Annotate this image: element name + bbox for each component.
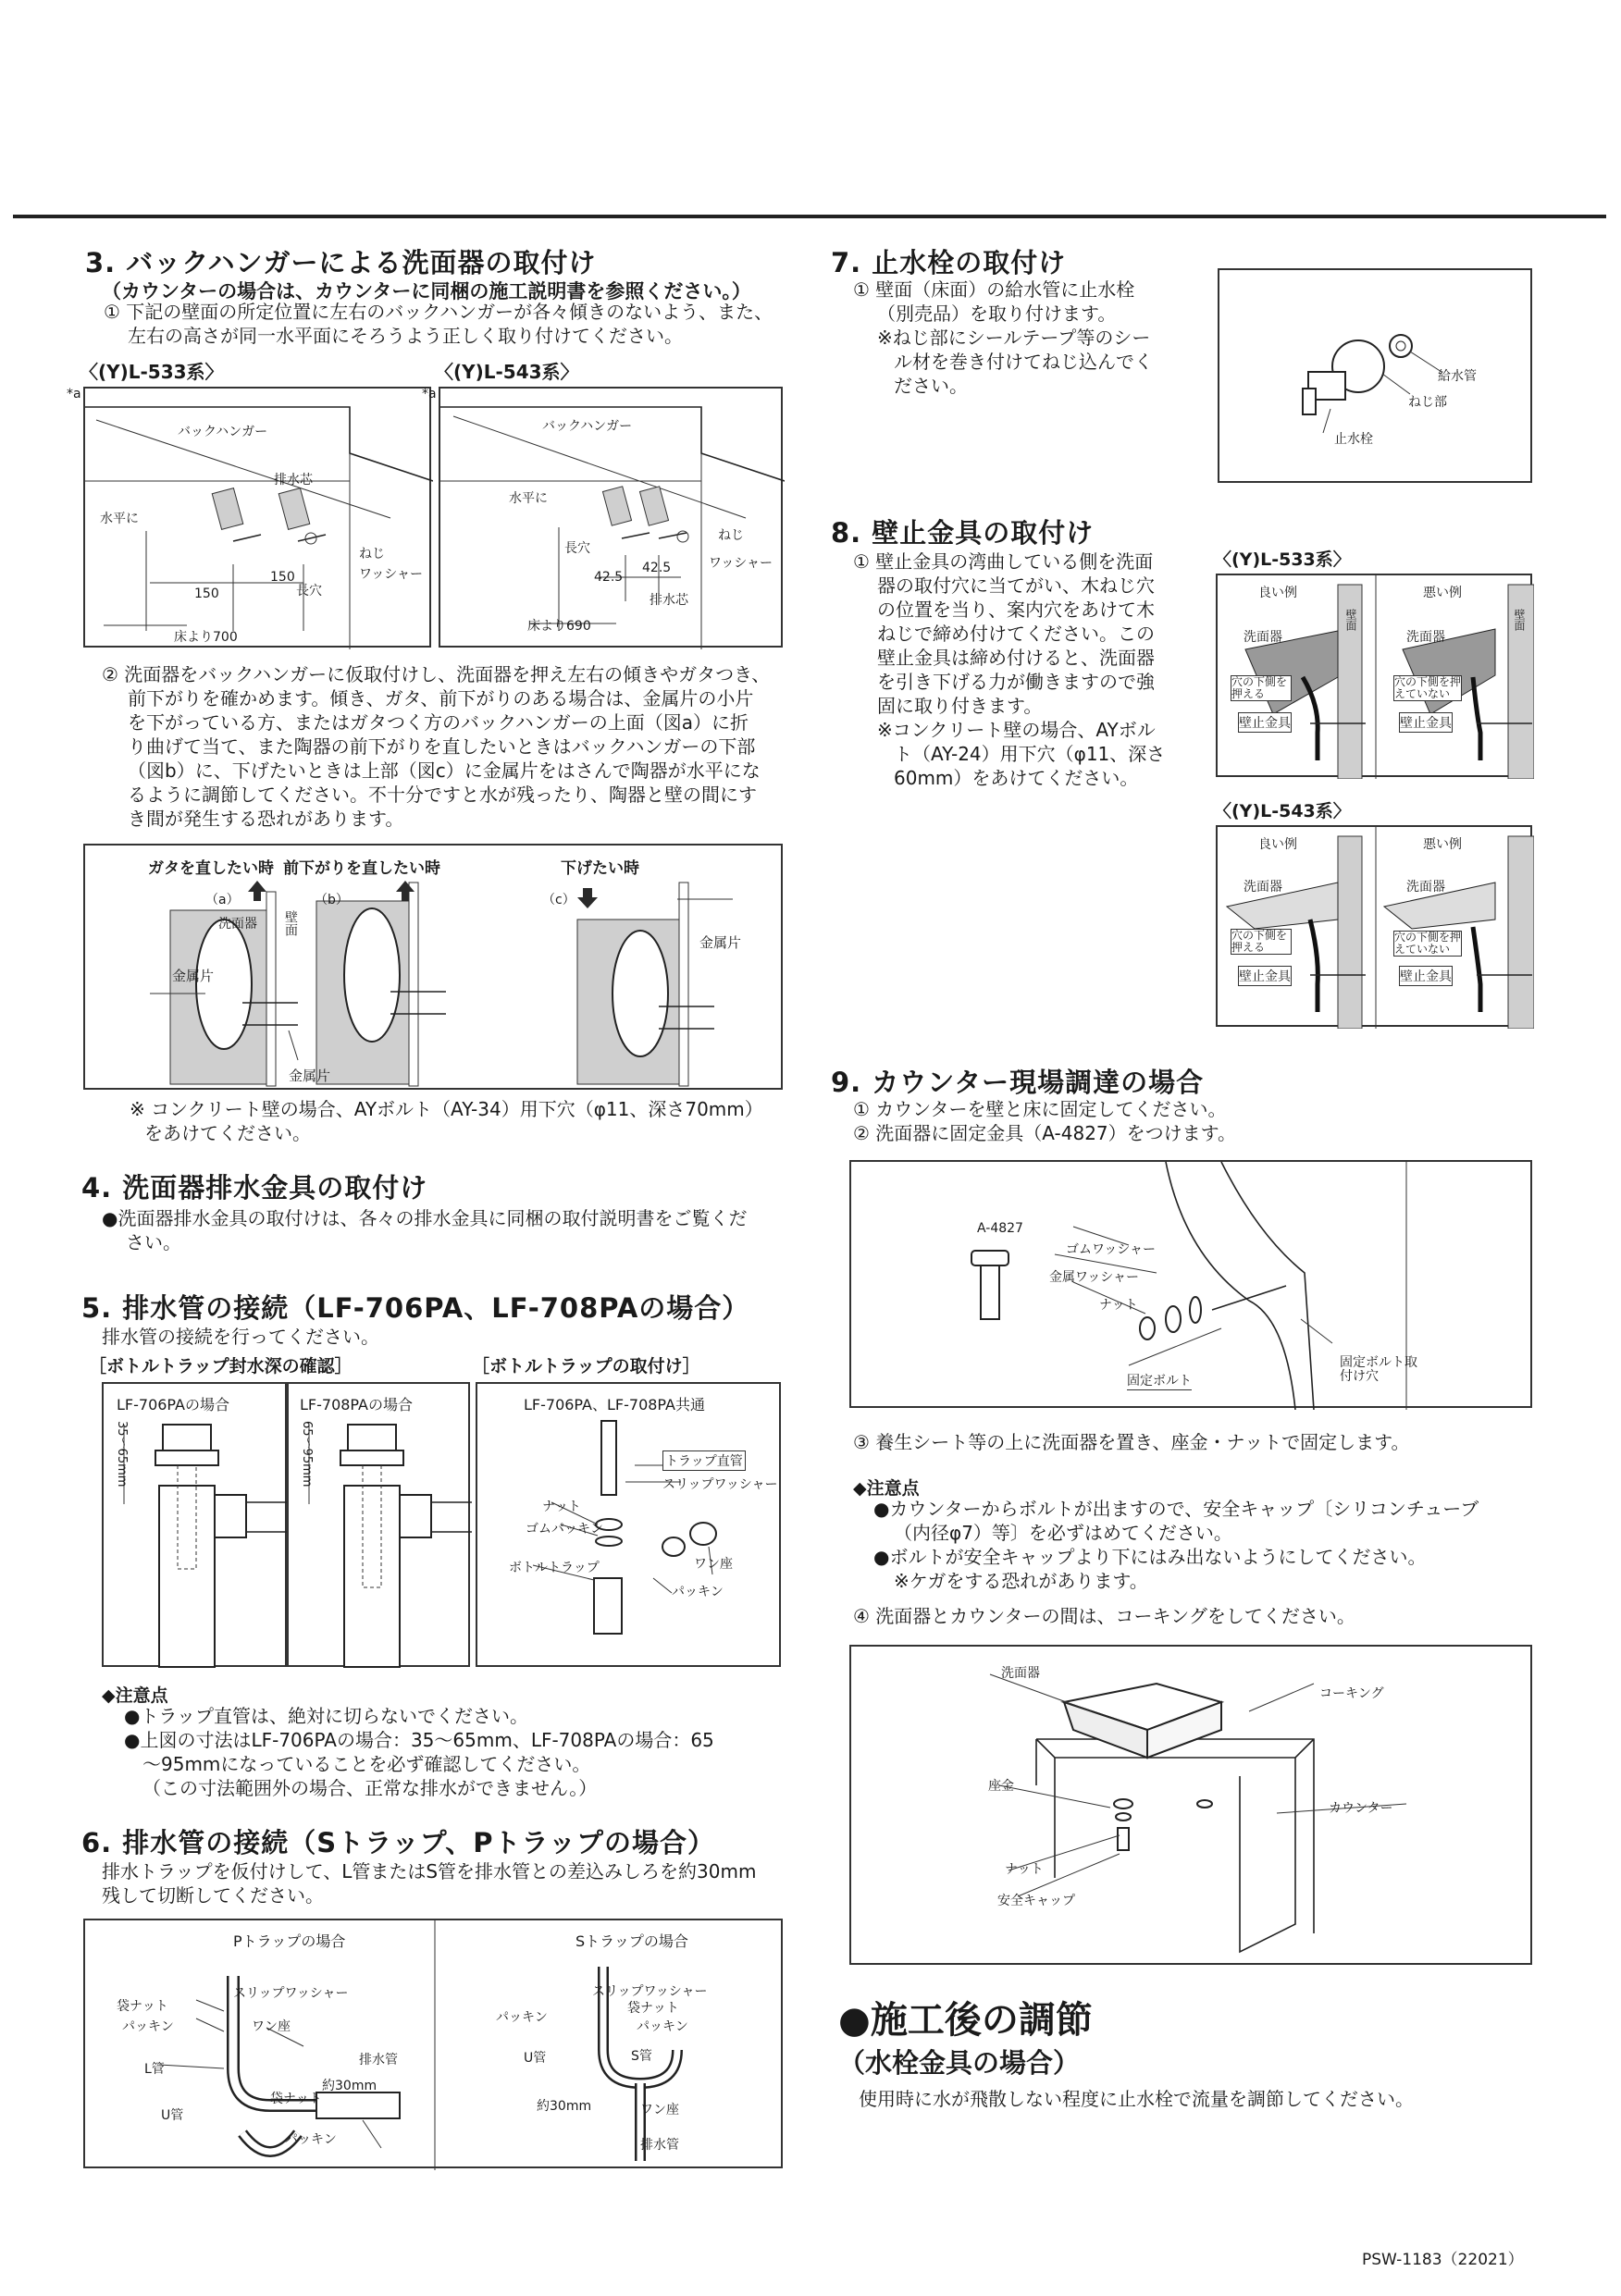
s8-line0: ① 壁止金具の湾曲している側を洗面 bbox=[853, 550, 1154, 573]
s3-note2b: をあけてください。 bbox=[144, 1122, 311, 1144]
wc543-bowl2: 洗面器 bbox=[1406, 880, 1445, 895]
s9-l4: ④ 洗面器とカウンターの間は、コーキングをしてください。 bbox=[853, 1605, 1355, 1627]
fig-valve bbox=[1218, 268, 1532, 483]
p-fukuro2: 袋ナット bbox=[270, 2092, 322, 2106]
bt-gum: ゴムパッキン bbox=[526, 1522, 603, 1537]
s5-cap2: ［ボトルトラップの取付け］ bbox=[472, 1356, 700, 1376]
s-pack2: パッキン bbox=[637, 2019, 688, 2034]
fig1-a: *a bbox=[67, 387, 81, 401]
fig1-screw: ねじ bbox=[359, 547, 385, 562]
s8-line4: 壁止金具は締め付けると、洗面器 bbox=[877, 647, 1155, 669]
section-8-title: 8. 壁止金具の取付け bbox=[831, 517, 1095, 549]
fig-adjust bbox=[83, 844, 783, 1090]
wc533-nopress: 穴の下側を押えていない bbox=[1394, 675, 1462, 700]
section-3-title: 3. バックハンガーによる洗面器の取付け bbox=[85, 247, 597, 278]
p-mm: 約30mm bbox=[322, 2079, 377, 2093]
fig-ps-trap bbox=[83, 1919, 783, 2168]
fig1-washer: ワッシャー bbox=[359, 567, 424, 582]
wallclip-543-drawing bbox=[1218, 827, 1534, 1029]
adj-a: （a） bbox=[205, 893, 240, 907]
s6-line2: 残して切断してください。 bbox=[102, 1884, 324, 1907]
fb-code: A-4827 bbox=[977, 1221, 1023, 1236]
wc543-nopress: 穴の下側を押えていない bbox=[1394, 931, 1462, 956]
fig-wallclip-543 bbox=[1216, 825, 1532, 1027]
section-3-step1b: 左右の高さが同一水平面にそろうよう正しく取り付けてください。 bbox=[128, 325, 683, 347]
fb-bolt: 固定ボルト bbox=[1127, 1371, 1192, 1390]
s9-c1a: ●カウンターからボルトが出ますので、安全キャップ〔シリコンチューブ bbox=[873, 1498, 1479, 1520]
valve-supply: 給水管 bbox=[1438, 369, 1477, 384]
s3-step2-0: ② 洗面器をバックハンガーに仮取付けし、洗面器を押え左右の傾きやガタつき、 bbox=[102, 663, 771, 685]
s8-line6: 固に取り付きます。 bbox=[877, 695, 1043, 717]
wc543-press: 穴の下側を押える bbox=[1231, 929, 1292, 955]
fig1-long: 長穴 bbox=[296, 584, 322, 599]
wc533-bowl2: 洗面器 bbox=[1406, 630, 1445, 645]
counter-drawing bbox=[851, 1647, 1534, 1967]
wc533-bowl1: 洗面器 bbox=[1244, 630, 1282, 645]
adj-metal1: 金属片 bbox=[172, 968, 215, 984]
adj-h1: ガタを直したい時 bbox=[148, 859, 274, 878]
s8-fig1-title: 〈(Y)L-533系〉 bbox=[1214, 549, 1351, 570]
fb-nut: ナット bbox=[1099, 1298, 1138, 1313]
s8-line3: ねじで締め付けてください。この bbox=[877, 623, 1155, 645]
fig2-a: *a bbox=[422, 387, 437, 401]
s-slip: スリップワッシャー bbox=[592, 1984, 708, 1999]
bt-trap: トラップ直管 bbox=[662, 1450, 746, 1471]
ct-washer: 座金 bbox=[988, 1779, 1014, 1794]
p-slip: スリップワッシャー bbox=[233, 1986, 349, 2001]
wc543-bowl1: 洗面器 bbox=[1244, 880, 1282, 895]
top-rule bbox=[13, 215, 1606, 218]
adj-b: （b） bbox=[315, 893, 349, 907]
s-title: Sトラップの場合 bbox=[575, 1932, 688, 1950]
after-line: 使用時に水が飛散しない程度に止水栓で流量を調節してください。 bbox=[859, 2088, 1414, 2110]
s9-l1: ① カウンターを壁と床に固定してください。 bbox=[853, 1098, 1227, 1120]
lf706-dim: 35～65mm bbox=[115, 1421, 129, 1487]
p-l: L管 bbox=[144, 2062, 165, 2077]
wc533-clip2: 壁止金具 bbox=[1399, 712, 1453, 733]
after-title: ●施工後の調節 bbox=[838, 1999, 1093, 2042]
s9-c2: ●ボルトが安全キャップより下にはみ出ないようにしてください。 bbox=[873, 1546, 1427, 1568]
lf706-drawing bbox=[104, 1384, 289, 1669]
s8-line1: 器の取付穴に当てがい、木ねじ穴 bbox=[877, 574, 1155, 597]
s9-caution: ◆注意点 bbox=[853, 1478, 920, 1499]
wc533-good: 良い例 bbox=[1258, 586, 1297, 600]
wc543-good: 良い例 bbox=[1258, 837, 1297, 852]
lf708-dim: 65～95mm bbox=[300, 1421, 314, 1487]
ct-nut: ナット bbox=[1005, 1862, 1044, 1877]
s8-line9: 60mm）をあけてください。 bbox=[894, 767, 1139, 789]
s3-step2-3: り曲げて当て、また陶器の前下がりを直したいときはバックハンガーの下部 bbox=[128, 735, 756, 758]
s7-line0: ① 壁面（床面）の給水管に止水栓 bbox=[853, 278, 1135, 301]
bt-title: LF-706PA、LF-708PA共通 bbox=[524, 1396, 706, 1413]
s8-line2: の位置を当り、案内穴をあけて木 bbox=[877, 599, 1155, 621]
fig-l543-hanger bbox=[422, 387, 783, 648]
ct-cap: 安全キャップ bbox=[997, 1894, 1075, 1908]
fig2-title: 〈(Y)L-543系〉 bbox=[435, 361, 579, 383]
section-7-title: 7. 止水栓の取付け bbox=[831, 247, 1067, 278]
fig-bottle-trap bbox=[476, 1382, 781, 1667]
valve-drawing bbox=[1219, 270, 1534, 485]
s7-line2: ※ねじ部にシールテープ等のシー bbox=[877, 327, 1151, 349]
fig2-washer: ワッシャー bbox=[709, 556, 773, 571]
adj-metal3: 金属片 bbox=[699, 934, 742, 951]
section-3-note: （カウンターの場合は、カウンターに同梱の施工説明書を参照ください。） bbox=[102, 280, 751, 302]
s-pack: パッキン bbox=[496, 2010, 548, 2025]
lf706-title: LF-706PAの場合 bbox=[117, 1396, 230, 1413]
wc533-clip1: 壁止金具 bbox=[1238, 712, 1292, 733]
s3-step2-1: 前下がりを確かめます。傾き、ガタ、前下がりのある場合は、金属片の小片 bbox=[128, 687, 754, 710]
bt-pack: パッキン bbox=[672, 1585, 724, 1599]
adj-wall: 壁面 bbox=[283, 910, 298, 936]
fig2-d2: 42.5 bbox=[594, 570, 624, 585]
fig-l533-hanger bbox=[67, 387, 431, 648]
p-pack: パッキン bbox=[122, 2019, 174, 2034]
s-u: U管 bbox=[524, 2051, 547, 2066]
p-u: U管 bbox=[161, 2108, 184, 2123]
fig-counter bbox=[849, 1645, 1532, 1965]
s7-line3: ル材を巻き付けてねじ込んでく bbox=[894, 351, 1153, 373]
adj-h3: 下げたい時 bbox=[561, 859, 639, 878]
fig1-title: 〈(Y)L-533系〉 bbox=[80, 361, 224, 383]
s-wan: ワン座 bbox=[640, 2103, 679, 2117]
section-6-title: 6. 排水管の接続（Sトラップ、Pトラップの場合） bbox=[81, 1827, 715, 1858]
s4-line1: ●洗面器排水金具の取付けは、各々の排水金具に同梱の取付説明書をご覧くだ bbox=[102, 1207, 748, 1229]
p-wan: ワン座 bbox=[252, 2019, 291, 2034]
adj-bowl: 洗面器 bbox=[218, 917, 257, 932]
bottle-trap-drawing bbox=[477, 1384, 783, 1669]
s8-fig2-title: 〈(Y)L-543系〉 bbox=[1214, 801, 1351, 821]
bt-wan: ワン座 bbox=[694, 1557, 733, 1572]
fig1-drain: 排水芯 bbox=[274, 473, 313, 488]
bt-slip: スリップワッシャー bbox=[662, 1477, 778, 1492]
wc543-bad: 悪い例 bbox=[1423, 837, 1462, 852]
valve-valve: 止水栓 bbox=[1334, 432, 1373, 447]
ct-caulk: コーキング bbox=[1319, 1686, 1384, 1701]
s3-step2-5: るように調節してください。不十分ですと水が残ったり、陶器と壁の間にす bbox=[128, 784, 757, 806]
s7-line1: （別売品）を取り付けます。 bbox=[877, 302, 1117, 325]
s3-note2a: ※ コンクリート壁の場合、AYボルト（AY-34）用下穴（φ11、深さ70mm） bbox=[130, 1098, 763, 1120]
section-4-title: 4. 洗面器排水金具の取付け bbox=[81, 1172, 428, 1204]
s6-line1: 排水トラップを仮付けして、L管またはS管を排水管との差込みしろを約30mm bbox=[102, 1860, 757, 1882]
wc533-wall2: 壁面 bbox=[1513, 609, 1526, 631]
s3-step2-2: を下がっている方、またはガタつく方のバックハンガーの上面（図a）に折 bbox=[128, 711, 749, 734]
p-pack2: パッキン bbox=[285, 2132, 337, 2147]
s7-line4: ださい。 bbox=[894, 375, 968, 397]
section-5-title: 5. 排水管の接続（LF-706PA、LF-708PAの場合） bbox=[81, 1292, 750, 1324]
fb-gum: ゴムワッシャー bbox=[1066, 1242, 1157, 1257]
s8-line5: を引き下げる力が働きますので強 bbox=[877, 671, 1155, 693]
s5-c1: ●トラップ直管は、絶対に切らないでください。 bbox=[124, 1705, 529, 1727]
fig2-drain: 排水芯 bbox=[650, 593, 688, 608]
adj-c: （c） bbox=[542, 893, 575, 907]
fig1-floor: 床より700 bbox=[174, 630, 238, 645]
s5-caution: ◆注意点 bbox=[102, 1685, 168, 1706]
s9-l3: ③ 養生シート等の上に洗面器を置き、座金・ナットで固定します。 bbox=[853, 1431, 1410, 1453]
s3-step2-4: （図b）に、下げたいときは上部（図c）に金属片をはさんで陶器が水平にな bbox=[128, 759, 761, 782]
s9-c1b: （内径φ7）等〕を必ずはめてください。 bbox=[894, 1522, 1232, 1544]
valve-thread: ねじ部 bbox=[1408, 395, 1447, 410]
s4-line2: さい。 bbox=[126, 1231, 181, 1253]
fb-hole: 固定ボルト取付け穴 bbox=[1340, 1355, 1417, 1384]
s-fukuro: 袋ナット bbox=[627, 2001, 679, 2016]
fig2-long: 長穴 bbox=[564, 541, 590, 556]
adj-metal2: 金属片 bbox=[289, 1068, 331, 1084]
ct-bowl: 洗面器 bbox=[1001, 1666, 1040, 1681]
wc533-press: 穴の下側を押える bbox=[1231, 675, 1292, 701]
fig2-hanger: バックハンガー bbox=[542, 419, 633, 434]
fig-lf706 bbox=[102, 1382, 287, 1667]
wc533-bad: 悪い例 bbox=[1423, 586, 1462, 600]
s-drain: 排水管 bbox=[640, 2138, 679, 2153]
ct-counter: カウンター bbox=[1329, 1801, 1393, 1816]
adj-h2: 前下がりを直したい時 bbox=[283, 859, 440, 878]
section-3-step1a: ① 下記の壁面の所定位置に左右のバックハンガーが各々傾きのないよう、また、 bbox=[104, 301, 773, 323]
fig1-hanger: バックハンガー bbox=[178, 425, 268, 439]
fb-metal: 金属ワッシャー bbox=[1049, 1270, 1140, 1285]
p-drain: 排水管 bbox=[359, 2053, 398, 2068]
p-title: Pトラップの場合 bbox=[233, 1932, 346, 1950]
fig-lf708 bbox=[287, 1382, 470, 1667]
bt-nut: ナット bbox=[542, 1500, 581, 1514]
after-sub: （水栓金具の場合） bbox=[838, 2047, 1081, 2079]
s9-l2: ② 洗面器に固定金具（A-4827）をつけます。 bbox=[853, 1122, 1237, 1144]
s3-step2-6: き間が発生する恐れがあります。 bbox=[128, 808, 404, 830]
fig-fixing-bracket bbox=[849, 1160, 1532, 1408]
fig1-d2: 150 bbox=[270, 570, 295, 585]
section-9-title: 9. カウンター現場調達の場合 bbox=[831, 1067, 1205, 1098]
s8-line7: ※コンクリート壁の場合、AYボル bbox=[877, 719, 1156, 741]
s8-line8: ト（AY-24）用下穴（φ11、深さ bbox=[894, 743, 1166, 765]
footer-code: PSW-1183（22021） bbox=[1362, 2251, 1524, 2269]
wc533-wall1: 壁面 bbox=[1344, 609, 1357, 631]
s-mm: 約30mm bbox=[537, 2099, 592, 2114]
fig2-level: 水平に bbox=[509, 491, 548, 506]
ps-trap-drawing bbox=[85, 1920, 785, 2170]
s5-cap1: ［ボトルトラップ封水深の確認］ bbox=[89, 1356, 353, 1376]
s9-c3: ※ケガをする恐れがあります。 bbox=[894, 1570, 1148, 1592]
fixing-bracket-drawing bbox=[851, 1162, 1534, 1410]
s5-line: 排水管の接続を行ってください。 bbox=[102, 1326, 379, 1348]
wc543-clip2: 壁止金具 bbox=[1399, 966, 1453, 986]
fig-wallclip-533 bbox=[1216, 574, 1532, 777]
s5-c2a: ●上図の寸法はLF-706PAの場合：35～65mm、LF-708PAの場合：65 bbox=[124, 1729, 714, 1751]
fig2-screw: ねじ bbox=[718, 528, 744, 543]
fig1-level: 水平に bbox=[100, 512, 139, 526]
lf708-title: LF-708PAの場合 bbox=[300, 1396, 414, 1413]
p-fukuro: 袋ナット bbox=[117, 1999, 168, 2014]
fig2-d1: 42.5 bbox=[642, 561, 672, 575]
bt-bottle: ボトルトラップ bbox=[509, 1561, 600, 1575]
wc543-clip1: 壁止金具 bbox=[1238, 966, 1292, 986]
s-s: S管 bbox=[631, 2049, 652, 2064]
fig2-floor: 床より690 bbox=[527, 619, 591, 634]
lf708-drawing bbox=[289, 1384, 472, 1669]
s5-c2b: ～95mmになっていることを必ず確認してください。 bbox=[142, 1753, 591, 1775]
fig1-d1: 150 bbox=[194, 586, 219, 601]
s5-c2c: （この寸法範囲外の場合、正常な排水ができません。） bbox=[142, 1777, 598, 1799]
